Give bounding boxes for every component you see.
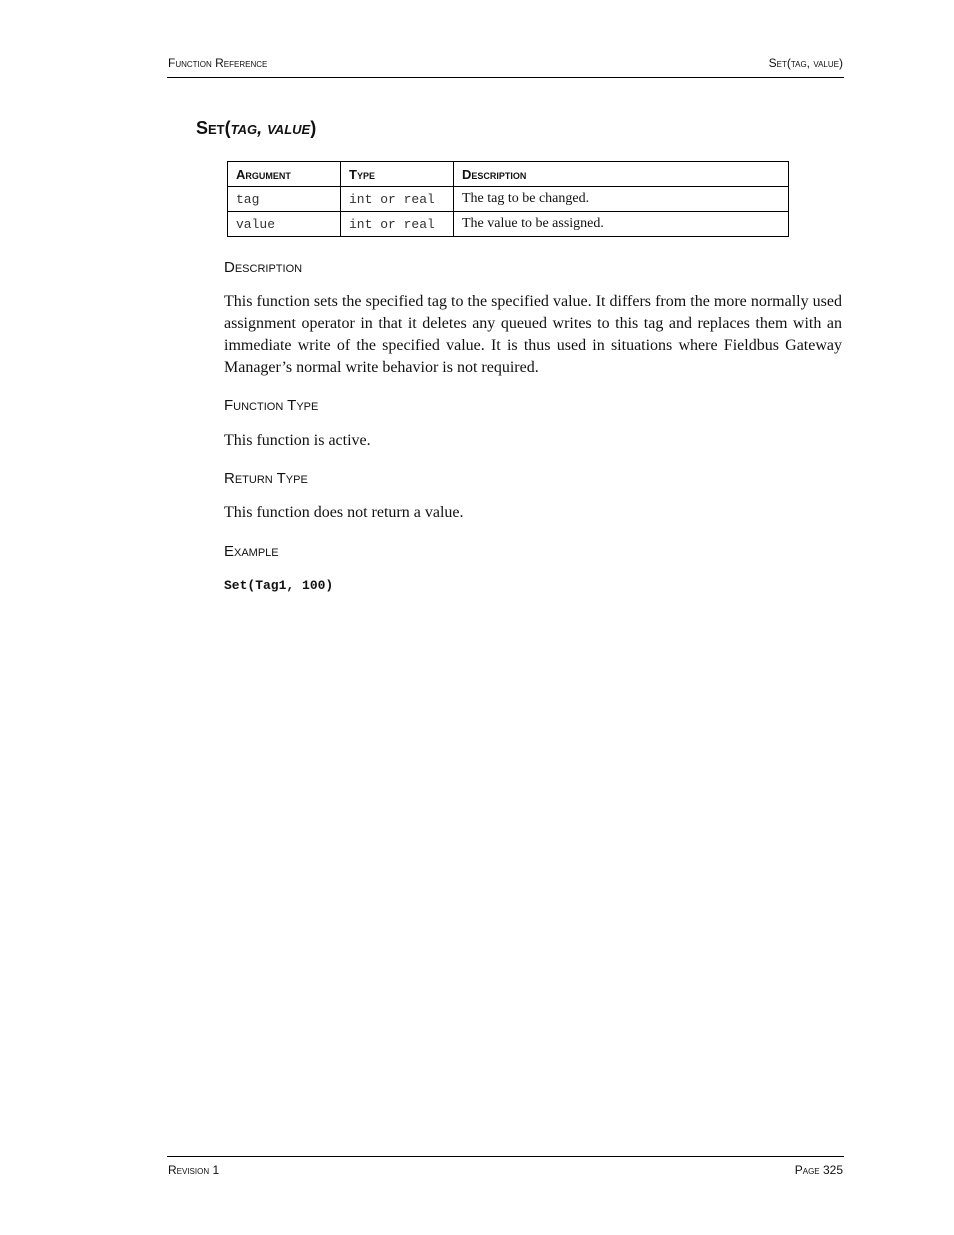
table-row: [228, 187, 789, 212]
description-text: This function sets the specified tag to the specified value. It differs from the more normally used assignment operator in that it deletes any queued writes to this tag and replaces them with an immediate write of the specified value. It is thus used in situations where Fieldbus Gateway Manager’s normal write behavior is not required.: [224, 293, 842, 376]
function-type-text: This function is active.: [224, 432, 371, 449]
title-params: tag, value: [230, 118, 311, 138]
function-type-heading: Function Type: [224, 397, 319, 414]
argument-cell: value: [228, 212, 341, 237]
type-cell: int or real: [341, 212, 454, 237]
return-type-text: This function does not return a value.: [224, 504, 464, 521]
description-heading: Description: [224, 259, 303, 276]
description-cell: The tag to be changed.: [454, 187, 789, 212]
running-footer: [167, 1156, 844, 1177]
footer-revision: Revision 1: [168, 1163, 220, 1177]
title-name: Set(: [196, 118, 231, 138]
header-section-title: Function Reference: [168, 56, 268, 70]
example-heading: Example: [224, 543, 279, 560]
running-header: [167, 55, 844, 78]
footer-page-number: Page 325: [794, 1163, 843, 1177]
table-header-row: [228, 162, 789, 187]
argument-cell: tag: [228, 187, 341, 212]
page-title: [196, 118, 316, 139]
example-code: Set(Tag1, 100): [224, 578, 334, 593]
table-row: [228, 212, 789, 237]
type-cell: int or real: [341, 187, 454, 212]
description-cell: The value to be assigned.: [454, 212, 789, 237]
table-header-argument: Argument: [228, 162, 341, 187]
arguments-table: [227, 161, 789, 237]
title-close: ): [310, 118, 317, 138]
table-header-description: Description: [454, 162, 789, 187]
return-type-heading: Return Type: [224, 470, 308, 487]
table-header-type: Type: [341, 162, 454, 187]
header-function-name: Set(tag, value): [768, 56, 843, 70]
